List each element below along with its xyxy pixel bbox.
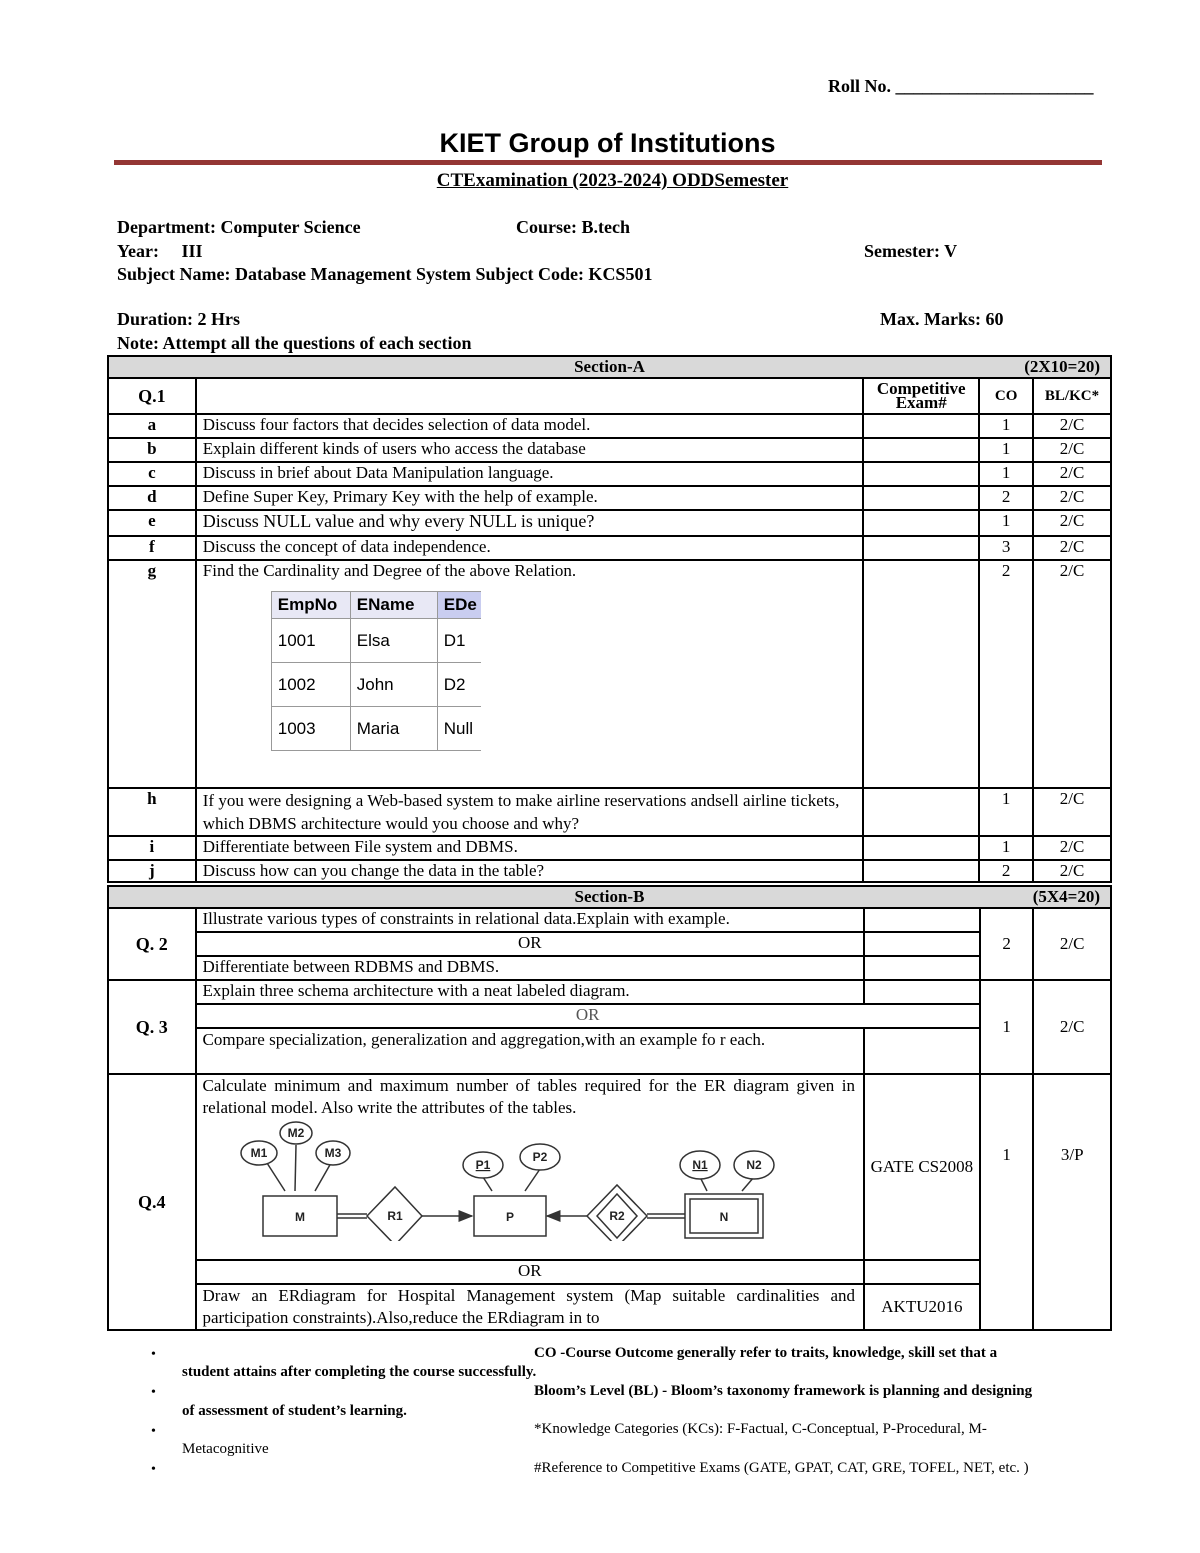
question-bl: 2/C	[1033, 462, 1111, 486]
question-text: Discuss four factors that decides selection of data model.	[196, 414, 864, 438]
q4-row	[108, 1074, 1111, 1260]
question-id: j	[108, 860, 196, 882]
q4-option-2-exam: AKTU2016	[864, 1284, 980, 1330]
section-b-title: Section-B	[574, 887, 645, 906]
question-id: g	[108, 560, 196, 788]
bullet: •	[151, 1462, 156, 1477]
q3-bl: 2/C	[1033, 980, 1111, 1074]
q3-label: Q. 3	[108, 980, 196, 1074]
footnote-kc-cont: Metacognitive	[182, 1441, 269, 1457]
relation-row	[271, 619, 481, 663]
question-text: Differentiate between File system and DBMS.	[196, 836, 864, 860]
er-link	[267, 1163, 285, 1191]
question-id: a	[108, 414, 196, 438]
footnote-ref: #Reference to Competitive Exams (GATE, GPAT, CAT, GRE, TOFEL, NET, etc. )	[534, 1460, 1029, 1476]
er-label: M1	[250, 1146, 267, 1160]
duration: Duration: 2 Hrs	[117, 309, 240, 329]
er-link	[315, 1163, 331, 1191]
section-a-header	[108, 356, 1111, 378]
footnote-co-cont: student attains after completing the course successfully.	[182, 1364, 537, 1380]
er-label: M3	[324, 1146, 341, 1160]
er-diagram	[237, 1121, 797, 1241]
relation-cell: 1003	[271, 707, 350, 751]
q3-option-1: Explain three schema architecture with a neat labeled diagram.	[196, 980, 865, 1004]
q4-co: 1	[980, 1074, 1034, 1330]
q1-label: Q.1	[108, 378, 196, 414]
relation-cell: Maria	[350, 707, 437, 751]
q2-option-1: Illustrate various types of constraints in relational data.Explain with example.	[196, 908, 865, 932]
question-row	[108, 560, 1111, 788]
relation-row	[271, 707, 481, 751]
question-bl: 2/C	[1033, 788, 1111, 836]
question-co: 1	[979, 788, 1033, 836]
question-bl: 2/C	[1033, 438, 1111, 462]
q2-or-row	[108, 932, 1111, 956]
roll-no: Roll No. ______________________	[828, 76, 1094, 96]
exam-title: CTExamination (2023-2024) ODDSemester	[436, 170, 789, 191]
section-a-marks: (2X10=20)	[1024, 357, 1100, 376]
relation-cell: D1	[437, 619, 481, 663]
max-marks: Max. Marks: 60	[880, 309, 1004, 329]
er-label: P2	[532, 1150, 547, 1164]
question-id: b	[108, 438, 196, 462]
bullet: •	[151, 1385, 156, 1400]
question-bl: 2/C	[1033, 560, 1111, 788]
column-headers	[108, 378, 1111, 414]
q2-row	[108, 908, 1111, 932]
relation-header-row	[271, 592, 481, 619]
relation-cell: Elsa	[350, 619, 437, 663]
footnote-co: CO -Course Outcome generally refer to traits, knowledge, skill set that a	[534, 1345, 998, 1361]
bullet: •	[151, 1347, 156, 1362]
section-b-table	[107, 885, 1112, 1331]
section-b-header	[108, 886, 1111, 908]
er-link	[483, 1177, 492, 1191]
question-bl: 2/C	[1033, 510, 1111, 536]
q3-option-2: Compare specialization, generalization and aggregation,with an example fo r each.	[196, 1028, 865, 1074]
footnote-kc: *Knowledge Categories (KCs): F-Factual, C-Conceptual, P-Procedural, M-	[534, 1421, 987, 1437]
q3-co: 1	[980, 980, 1034, 1074]
question-row	[108, 414, 1111, 438]
section-a-table	[107, 355, 1112, 883]
question-row	[108, 486, 1111, 510]
title-rule	[114, 160, 1102, 165]
question-row	[108, 836, 1111, 860]
relation-cell: 1001	[271, 619, 350, 663]
q2-option-2: Differentiate between RDBMS and DBMS.	[196, 956, 865, 980]
question-row	[108, 860, 1111, 882]
question-text: Discuss the concept of data independence.	[196, 536, 864, 560]
question-text: Explain different kinds of users who access the database	[196, 438, 864, 462]
question-id: h	[108, 788, 196, 836]
department: Department: Computer Science	[117, 217, 361, 237]
relation-cell: D2	[437, 663, 481, 707]
question-id: c	[108, 462, 196, 486]
question-co: 1	[979, 414, 1033, 438]
section-b-marks: (5X4=20)	[1032, 887, 1100, 906]
er-label: R2	[608, 1209, 625, 1223]
q4-option-2: Draw an ERdiagram for Hospital Management system (Map suitable cardinalities and participation constraints).Also,reduce the ERdiagram in to	[196, 1284, 865, 1330]
or-label: OR	[196, 1260, 865, 1284]
col-bl-kc: BL/KC*	[1033, 378, 1111, 414]
er-label: N2	[745, 1158, 762, 1172]
or-label: OR	[196, 932, 865, 956]
question-bl: 2/C	[1033, 414, 1111, 438]
col-competitive-exam: Competitive Exam#	[863, 378, 979, 414]
er-link	[295, 1145, 296, 1191]
question-co: 2	[979, 486, 1033, 510]
q2-row	[108, 956, 1111, 980]
question-co: 1	[979, 438, 1033, 462]
question-co: 1	[979, 836, 1033, 860]
footnote-bl: Bloom’s Level (BL) - Bloom’s taxonomy framework is planning and designing	[534, 1383, 1033, 1399]
q2-co: 2	[980, 908, 1034, 980]
relation-cell: 1002	[271, 663, 350, 707]
or-label: OR	[196, 1004, 980, 1028]
q3-or-row	[108, 1004, 1111, 1028]
question-row	[108, 788, 1111, 836]
bullet: •	[151, 1424, 156, 1439]
er-label: M	[294, 1210, 305, 1224]
question-bl: 2/C	[1033, 486, 1111, 510]
question-text: Discuss in brief about Data Manipulation language.	[196, 462, 864, 486]
question-text: Find the Cardinality and Degree of the above Relation.	[202, 561, 577, 580]
col-co: CO	[979, 378, 1033, 414]
relation-header: EmpNo	[271, 592, 350, 619]
relation-header: EName	[350, 592, 437, 619]
relation-table	[271, 591, 481, 751]
question-g-cell	[196, 560, 864, 788]
question-row	[108, 510, 1111, 536]
question-row	[108, 462, 1111, 486]
q4-option-1: Calculate minimum and maximum number of tables required for the ER diagram given in relational model. Also write the attributes of the tables.	[202, 1076, 856, 1117]
semester: Semester: V	[864, 241, 958, 261]
er-label: M2	[287, 1126, 304, 1140]
q3-row	[108, 1028, 1111, 1074]
question-co: 3	[979, 536, 1033, 560]
er-link	[525, 1169, 540, 1191]
question-id: i	[108, 836, 196, 860]
q4-or-row	[108, 1260, 1111, 1284]
question-text: If you were designing a Web-based system to make airline reservations andsell airline tickets, which DBMS architecture would you choose and why?	[196, 788, 864, 836]
question-bl: 2/C	[1033, 536, 1111, 560]
question-id: e	[108, 510, 196, 536]
subject: Subject Name: Database Management System Subject Code: KCS501	[117, 264, 653, 284]
question-text: Discuss how can you change the data in the table?	[196, 860, 864, 882]
year: Year: III	[117, 241, 203, 261]
q4-option-1-exam: GATE CS2008	[864, 1074, 980, 1260]
question-text: Define Super Key, Primary Key with the help of example.	[196, 486, 864, 510]
question-bl: 2/C	[1033, 836, 1111, 860]
question-co: 1	[979, 510, 1033, 536]
relation-image	[271, 591, 481, 761]
institution-title: KIET Group of Institutions	[439, 128, 776, 158]
note: Note: Attempt all the questions of each section	[117, 333, 472, 353]
er-label: N1	[691, 1158, 708, 1172]
relation-header: EDe	[437, 592, 481, 619]
question-row	[108, 438, 1111, 462]
question-co: 1	[979, 462, 1033, 486]
section-a-title: Section-A	[574, 357, 645, 376]
question-row	[108, 536, 1111, 560]
question-id: d	[108, 486, 196, 510]
course: Course: B.tech	[516, 217, 630, 237]
relation-cell: John	[350, 663, 437, 707]
q2-bl: 2/C	[1033, 908, 1111, 980]
question-co: 2	[979, 560, 1033, 788]
q3-row	[108, 980, 1111, 1004]
er-label: P1	[475, 1158, 490, 1172]
footnote-bl-cont: of assessment of student’s learning.	[182, 1403, 407, 1419]
q4-bl: 3/P	[1033, 1074, 1111, 1330]
q2-label: Q. 2	[108, 908, 196, 980]
er-label: N	[719, 1210, 728, 1224]
er-label: R1	[386, 1209, 403, 1223]
question-text: Discuss NULL value and why every NULL is unique?	[196, 510, 864, 536]
question-co: 2	[979, 860, 1033, 882]
question-id: f	[108, 536, 196, 560]
q4-label: Q.4	[108, 1074, 196, 1330]
er-label: P	[505, 1210, 514, 1224]
relation-cell: Null	[437, 707, 481, 751]
question-bl: 2/C	[1033, 860, 1111, 882]
relation-row	[271, 663, 481, 707]
q4-option-1-cell	[196, 1074, 865, 1260]
q4-row	[108, 1284, 1111, 1330]
